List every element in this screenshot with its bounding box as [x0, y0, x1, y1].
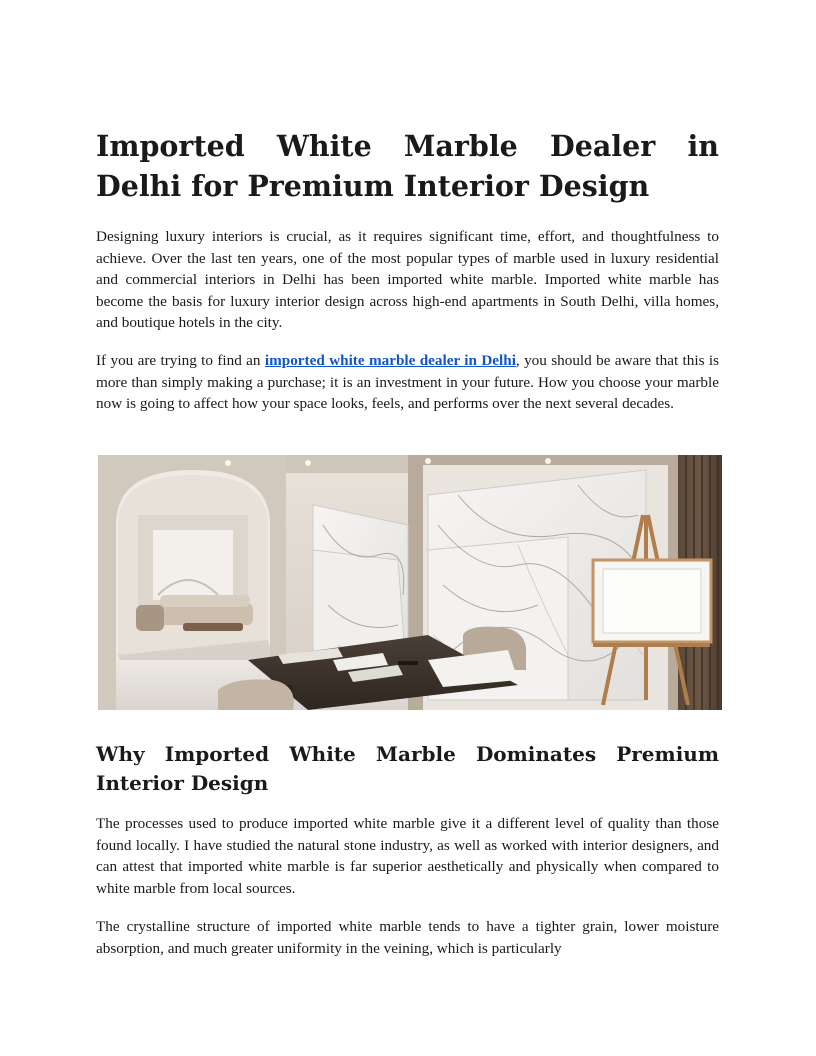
intro-paragraph: Designing luxury interiors is crucial, as it requires significant time, effort, and thoughtfulness to achieve. Over the last ten years, one of the most popular types of marble used in luxury residential and commercial interiors in Delhi has been imported white marble. Imported white marble has become the basis for luxury interior design across high-end apartments in South Delhi, villa homes, and boutique hotels in the city. [96, 228, 719, 332]
section-paragraph-2: The crystalline structure of imported white marble tends to have a tighter grain, lower moisture absorption, and much greater uniformity in the veining, which is particularly [96, 918, 719, 957]
showroom-image [98, 455, 722, 710]
section-heading: Why Imported White Marble Dominates Premium Interior Design [96, 742, 719, 795]
article-title: Imported White Marble Dealer in Delhi for Premium Interior Design [96, 129, 719, 203]
dealer-paragraph-rest: , you should be aware that this is more than simply making a purchase; it is an investment in your future. How you choose your marble now is going to affect how your space looks, feels, and performs over the next several decades. [96, 352, 719, 413]
dealer-link[interactable]: imported white marble dealer in Delhi [264, 352, 516, 369]
dealer-paragraph [96, 350, 719, 415]
section-paragraph-1: The processes used to produce imported white marble give it a different level of quality than those found locally. I have studied the natural stone industry, as well as worked with interior designers, and can attest that imported white marble is far superior aesthetically and physically when compared to white marble from local sources. [96, 815, 719, 897]
dealer-paragraph-lead: If you are trying to find an [96, 352, 265, 369]
